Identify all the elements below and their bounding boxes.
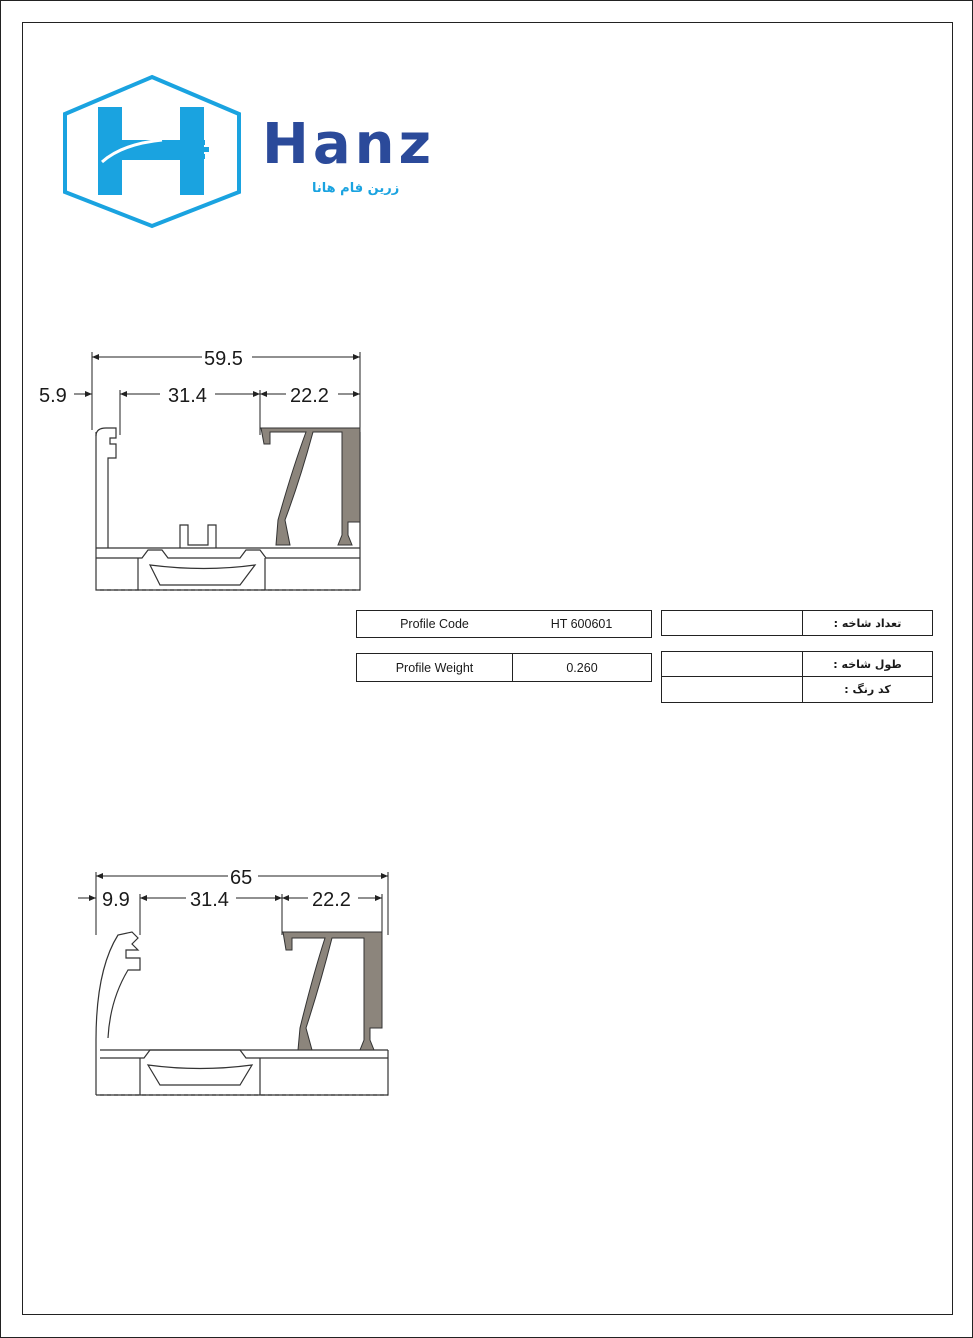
profile-drawing-top — [30, 340, 380, 600]
branch-length-value[interactable] — [662, 652, 803, 676]
order-table-bottom — [661, 651, 933, 703]
brand-subtitle: زرین فام هانا — [312, 181, 400, 196]
highlight-section-bottom — [283, 932, 382, 1050]
dim-right-bottom: 22.2 — [312, 889, 351, 911]
profile-weight-row — [356, 653, 652, 682]
branch-count-label: تعداد شاخه : — [833, 616, 902, 630]
profile-section-bottom — [96, 932, 388, 1095]
branch-length-row — [661, 651, 933, 677]
dim-left-bottom: 9.9 — [102, 889, 130, 911]
profile-weight-value: 0.260 — [512, 654, 651, 681]
dim-right-top: 22.2 — [290, 385, 329, 407]
highlight-section-top — [261, 428, 360, 545]
dim-middle-bottom: 31.4 — [190, 889, 229, 911]
dim-overall-top: 59.5 — [204, 348, 243, 370]
profile-drawing-bottom — [70, 860, 400, 1105]
brand-name: Hanz — [262, 112, 436, 177]
profile-code-row — [356, 610, 652, 638]
dim-middle-top: 31.4 — [168, 385, 207, 407]
branch-count-row — [661, 610, 933, 636]
profile-code-label: Profile Code — [400, 617, 469, 631]
profile-section-top — [96, 428, 360, 590]
color-code-label: کد رنگ : — [844, 683, 891, 696]
color-code-value[interactable] — [662, 677, 803, 702]
color-code-row — [661, 677, 933, 703]
branch-count-value[interactable] — [662, 611, 803, 635]
order-table-top — [661, 610, 933, 636]
branch-length-label: طول شاخه : — [833, 657, 902, 671]
dim-overall-bottom: 65 — [230, 867, 253, 889]
profile-weight-label: Profile Weight — [395, 660, 474, 675]
dim-left-top: 5.9 — [39, 385, 67, 407]
profile-code-value: HT 600601 — [550, 617, 613, 631]
